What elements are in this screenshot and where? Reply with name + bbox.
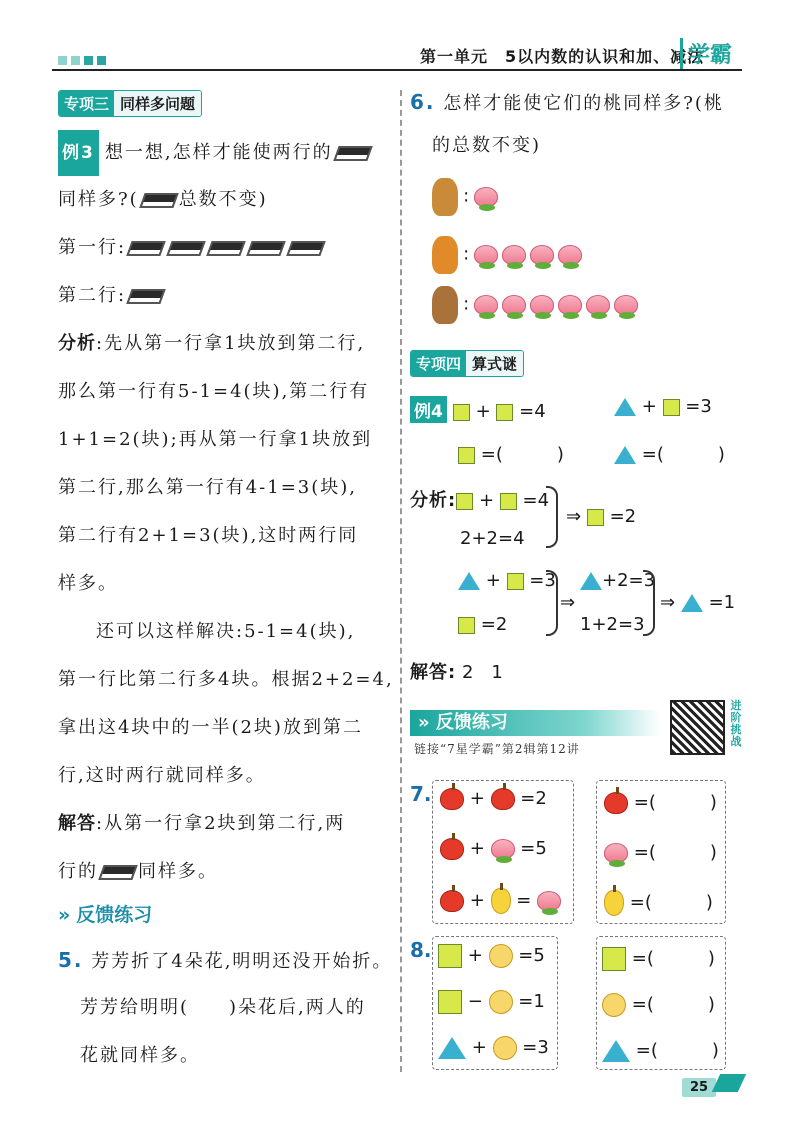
answer-blank[interactable]: =( ) — [633, 792, 717, 813]
q8-ans2 — [602, 990, 715, 1017]
square-icon — [456, 493, 473, 510]
answer-blank[interactable]: =( ) — [631, 994, 715, 1015]
eraser-icon — [286, 241, 325, 256]
q8-eq2 — [438, 990, 545, 1014]
brace — [643, 570, 655, 636]
apple-icon — [440, 838, 464, 860]
q7-ans2 — [604, 838, 717, 864]
peach-icon — [604, 843, 628, 863]
answer-text: :从第一行拿2块到第二行,两 — [96, 813, 346, 834]
analysis4-result2 — [660, 592, 735, 613]
header-decoration — [58, 56, 106, 65]
peach-icon — [474, 295, 498, 315]
circle-icon — [489, 944, 513, 968]
answer-label: 解答 — [58, 813, 96, 834]
example3-label: 例3 — [58, 130, 99, 176]
q7-eq3 — [440, 888, 561, 914]
analysis-line-3: 1+1=2(块);再从第一行拿1块放到 — [58, 429, 373, 450]
b4-text: +2=3 — [602, 570, 656, 591]
row1 — [58, 226, 326, 270]
circle-icon — [602, 993, 626, 1017]
alt-line-2: 第一行比第二行多4块。根据2+2=4, — [58, 669, 394, 690]
monkey-icon — [432, 286, 458, 324]
animal-row-fox — [432, 236, 586, 274]
apple-icon — [440, 890, 464, 912]
eraser-icon — [126, 289, 165, 304]
example4-label: 例4 — [410, 396, 447, 423]
square-icon — [438, 944, 462, 968]
row1-label: 第一行: — [58, 237, 127, 258]
answer-text-2b: 同样多。 — [138, 861, 218, 882]
implies-arrow: ⇒ — [566, 506, 582, 527]
a1-result: =4 — [522, 490, 550, 511]
q7-ans1 — [604, 788, 717, 814]
example3-question — [58, 130, 373, 176]
q6-text: 怎样才能使它们的桃同样多?(桃 — [443, 93, 724, 114]
b2-result: =2 — [480, 614, 508, 635]
plus: + — [469, 838, 485, 859]
minus: − — [467, 991, 483, 1012]
square-icon — [602, 947, 626, 971]
analysis4-line4 — [458, 614, 507, 635]
equals: = — [516, 890, 532, 911]
eraser-icon — [246, 241, 285, 256]
example4-ans1 — [458, 440, 564, 466]
analysis-line-6: 样多。 — [58, 573, 118, 594]
plus: + — [485, 570, 501, 591]
eq2-result: =3 — [685, 396, 712, 417]
analysis-line-4: 第二行,那么第一行有4-1=3(块), — [58, 477, 358, 498]
eq1-result: =4 — [519, 401, 546, 422]
advance-challenge-label: 进阶挑战 — [730, 699, 742, 748]
row2-label: 第二行: — [58, 285, 127, 306]
q6-line-2: 的总数不变) — [432, 135, 542, 156]
eraser-icon — [333, 146, 372, 161]
column-divider — [400, 90, 402, 1072]
answer-blank[interactable]: =( ) — [629, 892, 713, 913]
answer-line-2 — [58, 850, 218, 894]
example3-text-1: 想一想,怎样才能使两行的 — [104, 142, 333, 163]
q5-line-3: 花就同样多。 — [80, 1045, 200, 1066]
square-icon — [438, 990, 462, 1014]
plus: + — [641, 396, 657, 417]
plus: + — [467, 945, 483, 966]
implies-arrow: ⇒ — [660, 592, 676, 613]
square-icon — [663, 399, 680, 416]
q7-eq1 — [440, 788, 547, 810]
q8-ans3 — [602, 1036, 719, 1062]
eraser-icon — [139, 193, 178, 208]
peach-group — [474, 187, 502, 206]
analysis4-label: 分析: — [410, 490, 457, 511]
square-icon — [458, 617, 475, 634]
section4-title: 算式谜 — [466, 351, 523, 376]
square-icon — [507, 573, 524, 590]
answer-blank: =( ) — [480, 444, 564, 465]
q5-text: 芳芳折了4朵花,明明还没开始折。 — [91, 951, 393, 972]
example4-eq1 — [410, 396, 546, 423]
bear-icon — [432, 178, 458, 216]
q5-line-2: 芳芳给明明( )朵花后,两人的 — [80, 997, 366, 1018]
example3-text-2a: 同样多?( — [58, 189, 139, 210]
q6-line-1 — [410, 80, 724, 126]
q8-ans1 — [602, 944, 715, 971]
q6-number: 6. — [410, 90, 436, 114]
chevron-right-icon: » — [58, 904, 71, 926]
section3-prefix: 专项三 — [59, 91, 114, 116]
example3-text-2b: 总数不变) — [178, 189, 268, 210]
square-icon — [496, 404, 513, 421]
plus: + — [471, 1037, 487, 1058]
peach-icon — [558, 295, 582, 315]
square-icon — [458, 447, 475, 464]
colon: : — [463, 293, 470, 315]
triangle-icon — [580, 572, 602, 590]
peach-icon — [530, 295, 554, 315]
eraser-icon — [166, 241, 205, 256]
analysis4-line1 — [410, 486, 549, 512]
implies-arrow-2: ⇒ — [560, 592, 576, 613]
triangle-icon — [614, 398, 636, 416]
animal-row-bear — [432, 178, 502, 216]
header-rule — [52, 69, 742, 71]
brace — [546, 570, 558, 636]
answer-blank: =( ) — [641, 444, 725, 465]
apple-icon — [440, 788, 464, 810]
row2 — [58, 274, 166, 318]
triangle-icon — [602, 1040, 630, 1062]
section3-title: 同样多问题 — [114, 91, 201, 116]
page-number: 25 — [682, 1078, 716, 1097]
q8-eq3 — [438, 1036, 549, 1060]
pencil-icon — [712, 1074, 746, 1092]
apple-icon — [491, 788, 515, 810]
apple-icon — [604, 792, 628, 814]
example4-ans2 — [614, 440, 725, 466]
brace — [546, 486, 558, 548]
triangle-icon — [438, 1037, 466, 1059]
peach-icon — [491, 839, 515, 859]
answer-text-2a: 行的 — [58, 861, 98, 882]
eraser-icon — [126, 241, 165, 256]
chevron-right-icon: » — [418, 712, 430, 733]
analysis4-result1 — [566, 506, 636, 527]
plus: + — [469, 890, 485, 911]
q8-eq2-result: =1 — [518, 991, 545, 1012]
answer4-label: 解答: — [410, 662, 457, 683]
peach-group — [474, 245, 586, 264]
plus: + — [475, 401, 491, 422]
analysis4-line6: 1+2=3 — [580, 614, 645, 635]
square-icon — [587, 509, 604, 526]
alt-line-3: 拿出这4块中的一半(2块)放到第二 — [58, 717, 363, 738]
fox-icon — [432, 236, 458, 274]
q8-eq3-result: =3 — [522, 1037, 549, 1058]
answer4-text: 2 1 — [461, 662, 503, 683]
colon: : — [463, 185, 470, 207]
circle-icon — [489, 990, 513, 1014]
q8-eq1-result: =5 — [518, 945, 545, 966]
q5-line-1 — [58, 938, 392, 984]
plus: + — [478, 490, 495, 511]
analysis4-line3 — [458, 570, 556, 591]
analysis-line-5: 第二行有2+1=3(块),这时两行同 — [58, 525, 359, 546]
circle-icon — [493, 1036, 517, 1060]
triangle-icon — [614, 446, 636, 464]
feedback-banner-label: 反馈练习 — [435, 712, 508, 733]
alt-line-1: 还可以这样解决:5-1=4(块), — [96, 621, 356, 642]
section3-tag — [58, 90, 202, 117]
analysis-line-1 — [58, 322, 365, 366]
analysis-label: 分析 — [58, 333, 96, 354]
eraser-icon — [98, 865, 137, 880]
feedback-heading-left — [58, 900, 152, 927]
peach-icon — [586, 295, 610, 315]
answer-blank[interactable]: =( ) — [635, 1040, 719, 1061]
square-icon — [453, 404, 470, 421]
peach-icon — [474, 245, 498, 265]
triangle-icon — [458, 572, 480, 590]
section4-prefix: 专项四 — [411, 351, 466, 376]
q7-eq2 — [440, 838, 547, 860]
q7-ans3 — [604, 888, 713, 916]
peach-group — [474, 295, 642, 314]
answer4 — [410, 658, 503, 684]
plus: + — [469, 788, 485, 809]
example3-line2 — [58, 178, 268, 222]
animal-row-monkey — [432, 286, 642, 324]
q7-eq1-result: =2 — [520, 788, 547, 809]
peach-icon — [614, 295, 638, 315]
answer-blank[interactable]: =( ) — [631, 948, 715, 969]
eraser-icon — [206, 241, 245, 256]
b6-result: =1 — [708, 592, 736, 613]
peach-icon — [502, 245, 526, 265]
peach-icon — [530, 245, 554, 265]
colon: : — [463, 243, 470, 265]
a3-result: =2 — [609, 506, 637, 527]
q5-number: 5. — [58, 948, 84, 972]
chapter-title: 第一单元 5以内数的认识和加、减法 — [420, 47, 705, 66]
square-icon — [500, 493, 517, 510]
analysis4-line2: 2+2=4 — [460, 528, 525, 549]
section4-tag — [410, 350, 524, 377]
q8-eq1 — [438, 944, 545, 968]
q7-eq2-result: =5 — [520, 838, 547, 859]
q8-number: 8. — [410, 938, 432, 962]
peach-icon — [537, 891, 561, 911]
feedback-banner — [410, 710, 660, 736]
brand-logo: 学霸 — [680, 38, 732, 69]
qr-code-icon[interactable] — [670, 700, 725, 755]
answer-line-1 — [58, 802, 345, 846]
link-text: 链接“7星学霸”第2辑第12讲 — [414, 742, 580, 756]
q7-number: 7. — [410, 782, 432, 806]
pear-icon — [491, 888, 511, 914]
b1-result: =3 — [529, 570, 556, 591]
triangle-icon — [681, 594, 703, 612]
analysis-line-2: 那么第一行有5-1=4(块),第二行有 — [58, 381, 370, 402]
feedback-label: 反馈练习 — [76, 904, 153, 926]
pear-icon — [604, 890, 624, 916]
peach-icon — [474, 187, 498, 207]
analysis-text: :先从第一行拿1块放到第二行, — [96, 333, 366, 354]
peach-icon — [502, 295, 526, 315]
peach-icon — [558, 245, 582, 265]
answer-blank[interactable]: =( ) — [633, 842, 717, 863]
example4-eq2 — [614, 396, 712, 417]
alt-line-4: 行,这时两行就同样多。 — [58, 765, 266, 786]
